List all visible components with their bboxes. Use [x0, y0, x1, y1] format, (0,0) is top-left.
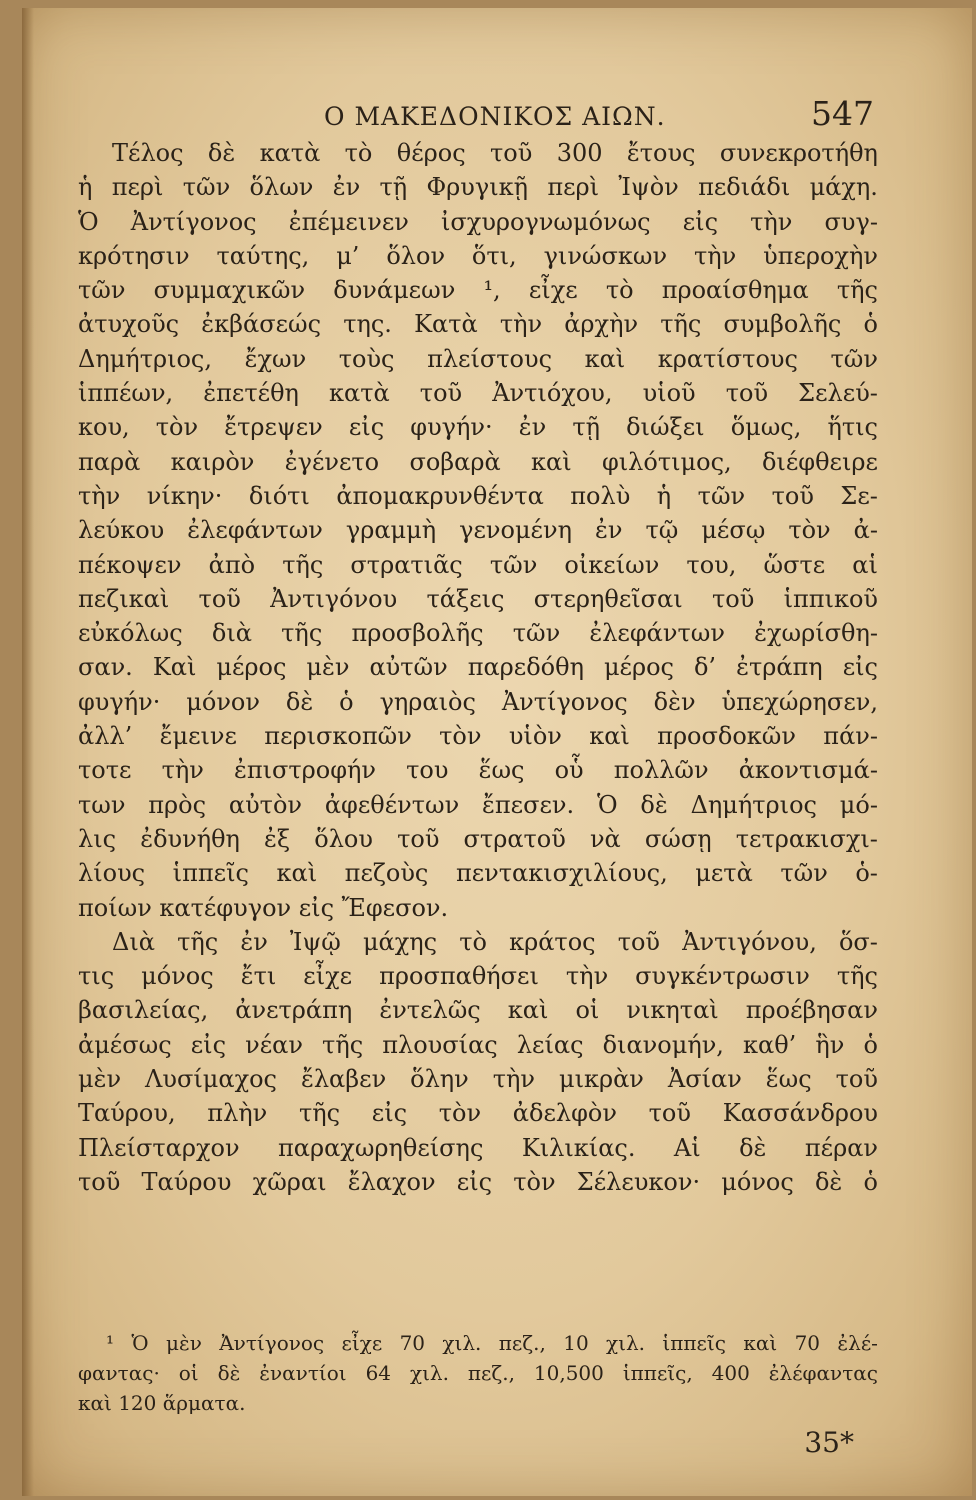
footnote-line: ¹ Ὁ μὲν Ἀντίγονος εἶχε 70 χιλ. πεζ., 10 χιλ. ἱππεῖς καὶ 70 ἐλέ- — [106, 1331, 878, 1355]
text-line: Διὰ τῆς ἐν Ἰψῷ μάχης τὸ κράτος τοῦ Ἀντιγόνου, ὅσ- — [112, 927, 878, 956]
book-page — [22, 8, 972, 1496]
text-line: τὴν νίκην· διότι ἀπομακρυνθέντα πολὺ ἡ τῶν τοῦ Σε- — [78, 481, 878, 510]
footnote-line: καὶ 120 ἅρματα. — [78, 1391, 246, 1415]
footnote-block — [78, 1328, 878, 1418]
text-line: ποίων κατέφυγον εἰς Ἔφεσον. — [78, 893, 449, 922]
signature-mark: 35* — [804, 1426, 854, 1459]
text-line: κρότησιν ταύτης, μ’ ὅλον ὅτι, γινώσκων τὴν ὑπεροχὴν — [78, 241, 878, 270]
text-line: λις ἐδυνήθη ἐξ ὅλου τοῦ στρατοῦ νὰ σώσῃ τετρακισχι- — [78, 824, 878, 853]
text-line: εὐκόλως διὰ τῆς προσβολῆς τῶν ἐλεφάντων ἐχωρίσθη- — [78, 619, 878, 648]
text-line: Τέλος δὲ κατὰ τὸ θέρος τοῦ 300 ἔτους συνεκροτήθη — [112, 139, 878, 167]
text-line: τοτε τὴν ἐπιστροφήν του ἕως οὗ πολλῶν ἀκοντισμά- — [78, 756, 878, 785]
body-text — [78, 136, 878, 1199]
text-line: των πρὸς αὐτὸν ἀφεθέντων ἔπεσεν. Ὁ δὲ Δημήτριος μό- — [78, 790, 878, 819]
text-line: ἡ περὶ τῶν ὅλων ἐν τῇ Φρυγικῇ περὶ Ἰψὸν πεδιάδι μάχη. — [78, 173, 878, 202]
text-line: σαν. Καὶ μέρος μὲν αὐτῶν παρεδόθη μέρος δ’ ἐτράπη εἰς — [78, 653, 878, 682]
text-line: τοῦ Ταύρου χῶραι ἔλαχον εἰς τὸν Σέλευκον· μόνος δὲ ὁ — [78, 1167, 878, 1196]
text-line: βασιλείας, ἀνετράπη ἐντελῶς καὶ οἱ νικηταὶ προέβησαν — [78, 996, 878, 1025]
text-line: μὲν Λυσίμαχος ἔλαβεν ὅλην τὴν μικρὰν Ἀσίαν ἕως τοῦ — [78, 1065, 878, 1094]
page-header — [84, 94, 874, 134]
running-title: Ο ΜΑΚΕΔΟΝΙΚΟΣ ΑΙΩΝ. — [324, 102, 666, 131]
text-line: Ὁ Ἀντίγονος ἐπέμεινεν ἰσχυρογνωμόνως εἰς τὴν συγ- — [78, 207, 878, 236]
text-line: λεύκου ἐλεφάντων γραμμὴ γενομένη ἐν τῷ μέσῳ τὸν ἀ- — [78, 516, 878, 545]
text-line: κου, τὸν ἔτρεψεν εἰς φυγήν· ἐν τῇ διώξει ὅμως, ἥτις — [78, 413, 878, 442]
page-number: 547 — [811, 94, 874, 133]
text-line: ἀλλ’ ἔμεινε περισκοπῶν τὸν υἱὸν καὶ προσδοκῶν πάν- — [78, 722, 878, 751]
text-line: τις μόνος ἔτι εἶχε προσπαθήσει τὴν συγκέντρωσιν τῆς — [78, 962, 878, 991]
text-line: λίους ἱππεῖς καὶ πεζοὺς πεντακισχιλίους, μετὰ τῶν ὁ- — [78, 859, 878, 888]
text-line: Πλείσταρχον παραχωρηθείσης Κιλικίας. Αἱ δὲ πέραν — [78, 1133, 878, 1162]
text-line: φυγήν· μόνον δὲ ὁ γηραιὸς Ἀντίγονος δὲν ὑπεχώρησεν, — [78, 687, 878, 716]
text-line: Δημήτριος, ἔχων τοὺς πλείστους καὶ κρατίστους τῶν — [78, 344, 878, 373]
footnote-line: φαντας· οἱ δὲ ἐναντίοι 64 χιλ. πεζ., 10,500 ἱππεῖς, 400 ἐλέφαντας — [78, 1361, 878, 1385]
text-line: παρὰ καιρὸν ἐγένετο σοβαρὰ καὶ φιλότιμος, διέφθειρε — [78, 447, 878, 476]
text-line: ἀμέσως εἰς νέαν τῆς πλουσίας λείας διανομήν, καθ’ ἣν ὁ — [78, 1030, 878, 1059]
text-line: ἀτυχοῦς ἐκβάσεώς της. Κατὰ τὴν ἀρχὴν τῆς συμβολῆς ὁ — [78, 310, 878, 339]
text-line: ἱππέων, ἐπετέθη κατὰ τοῦ Ἀντιόχου, υἱοῦ τοῦ Σελεύ- — [78, 379, 878, 408]
text-line: τῶν συμμαχικῶν δυνάμεων ¹, εἶχε τὸ προαίσθημα τῆς — [78, 276, 878, 305]
text-line: πέκοψεν ἀπὸ τῆς στρατιᾶς τῶν οἰκείων του, ὥστε αἱ — [78, 550, 878, 579]
text-line: πεζικαὶ τοῦ Ἀντιγόνου τάξεις στερηθεῖσαι τοῦ ἱππικοῦ — [78, 584, 878, 613]
text-line: Ταύρου, πλὴν τῆς εἰς τὸν ἀδελφὸν τοῦ Κασσάνδρου — [78, 1099, 878, 1128]
